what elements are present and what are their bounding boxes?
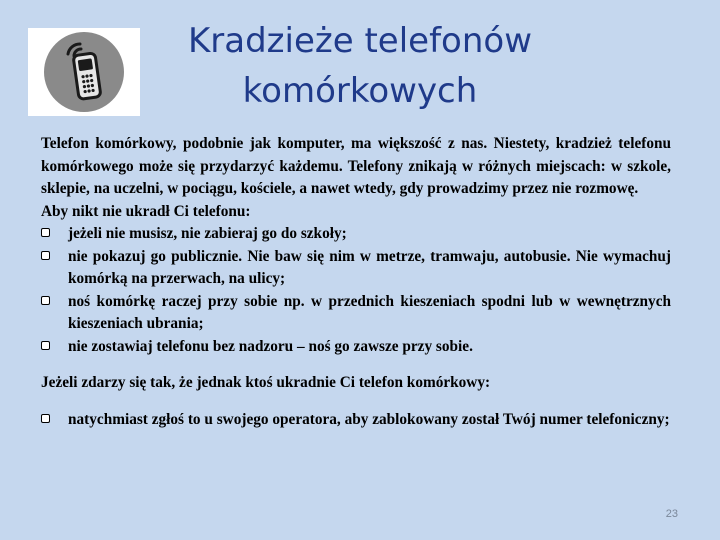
logo-panel — [28, 28, 140, 116]
advice-list — [41, 223, 671, 358]
checkbox-bullet-icon — [41, 228, 50, 237]
advice-item-text: noś komórkę raczej przy sobie np. w przednich kieszeniach spodni lub w wewnętrznych kieszeniach ubrania; — [68, 292, 671, 332]
slide-title-line1: Kradzieże telefonów — [187, 21, 533, 61]
slide-title — [150, 16, 570, 116]
advice-item — [41, 223, 671, 246]
checkbox-bullet-icon — [41, 341, 50, 350]
theft-steps-list — [41, 409, 671, 432]
slide-title-line2: komórkowych — [242, 71, 478, 111]
advice-item — [41, 246, 671, 291]
advice-item — [41, 336, 671, 359]
advice-item — [41, 291, 671, 336]
checkbox-bullet-icon — [41, 414, 50, 423]
mobile-phone-signal-icon — [44, 32, 124, 112]
page-number: 23 — [665, 508, 678, 520]
theft-heading: Jeżeli zdarzy się tak, że jednak ktoś ukradnie Ci telefon komórkowy: — [41, 374, 491, 391]
advice-item-text: jeżeli nie musisz, nie zabieraj go do szkoły; — [68, 225, 347, 242]
advice-item-text: nie pokazuj go publicznie. Nie baw się nim w metrze, tramwaju, autobusie. Nie wymachuj komórką na przerwach, na ulicy; — [68, 247, 671, 287]
advice-item-text: nie zostawiaj telefonu bez nadzoru – noś go zawsze przy sobie. — [68, 337, 473, 355]
intro-paragraph: Telefon komórkowy, podobnie jak komputer, ma większość z nas. Niestety, kradzież telefonu komórkowego może się przydarzyć każdemu. Telefony znikają w różnych miejscach: w szkole, sklepie, na uczelni, w pociągu, kościele, a nawet wtedy, gdy prowadzimy przez nie rozmowę. — [41, 135, 671, 197]
checkbox-bullet-icon — [41, 251, 50, 260]
slide-body — [41, 133, 671, 431]
theft-step-text: natychmiast zgłoś to u swojego operatora, aby zablokowany został Twój numer telefoniczny; — [68, 410, 670, 428]
checkbox-bullet-icon — [41, 296, 50, 305]
theft-step-item — [41, 409, 671, 432]
advice-heading: Aby nikt nie ukradł Ci telefonu: — [41, 202, 251, 220]
